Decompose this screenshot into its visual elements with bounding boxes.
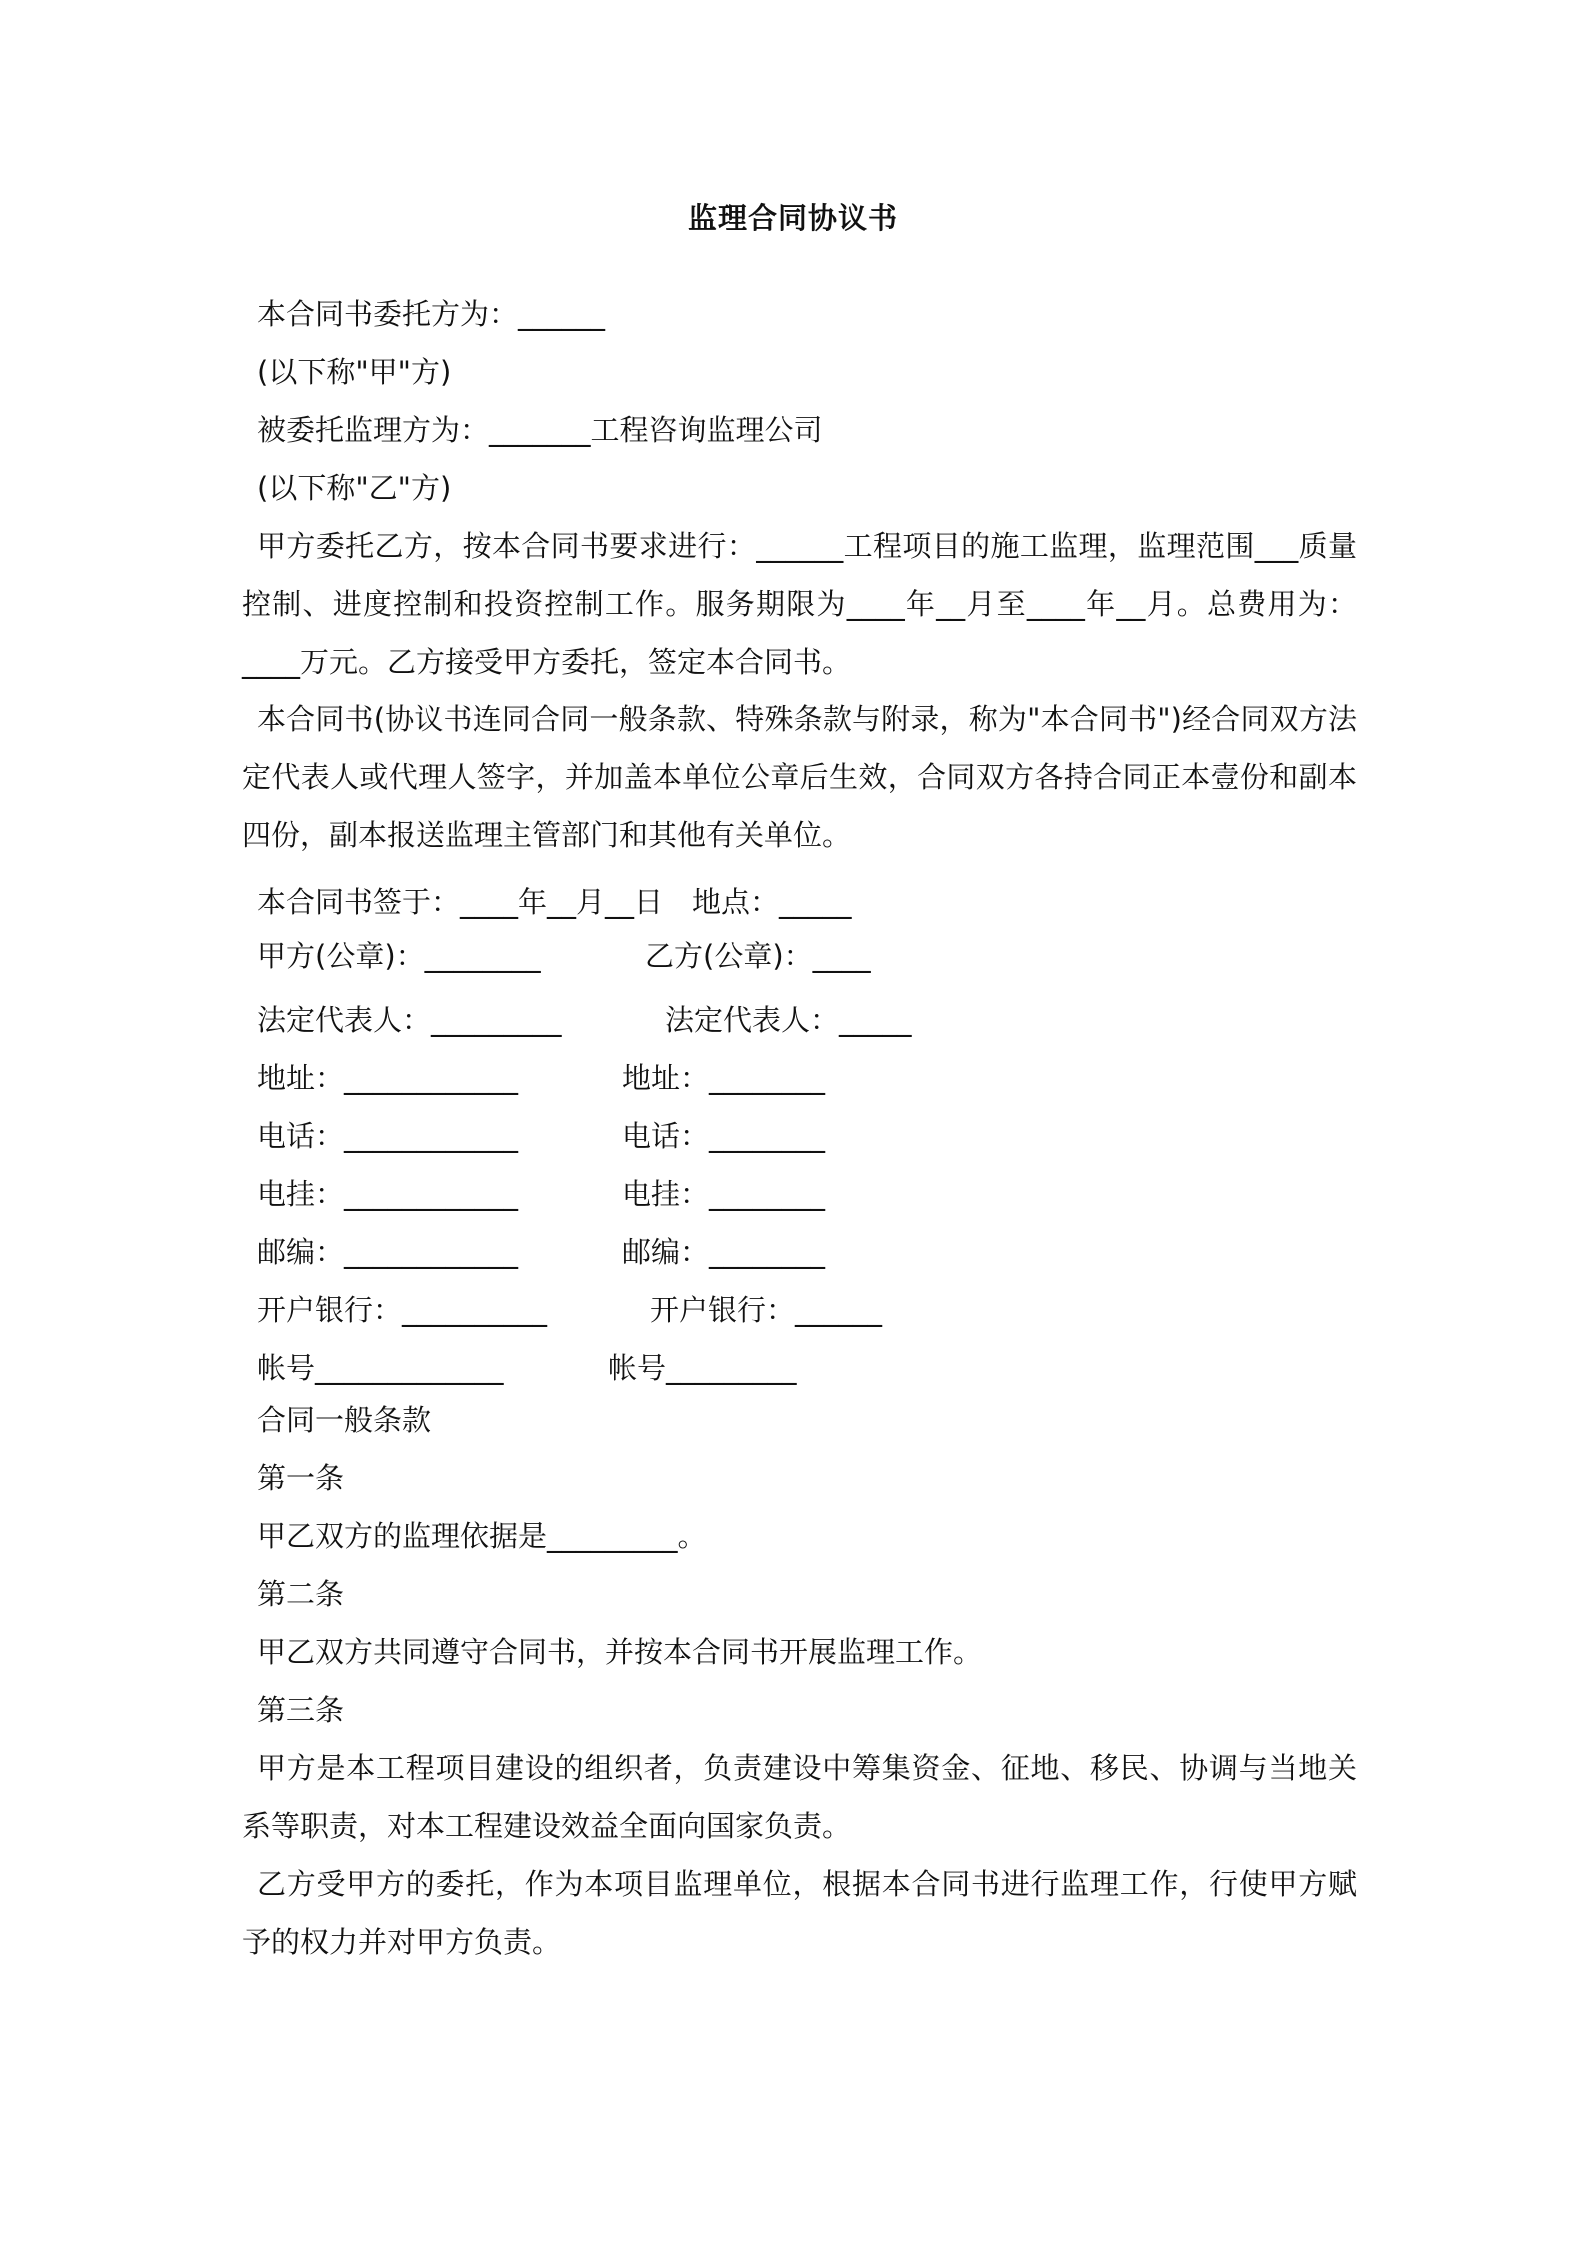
party-a-seal: 甲方(公章)：________ [257, 939, 541, 973]
party-b-address: 地址：________ [622, 1061, 826, 1095]
party-b-telegraph: 电挂：________ [622, 1177, 826, 1211]
party-b-account: 帐号_________ [608, 1351, 797, 1385]
article-3-paragraph-b: 乙方受甲方的委托，作为本项目监理单位，根据本合同书进行监理工作，行使甲方赋予的权力并对甲方负责。 [242, 1867, 1357, 1959]
document-title: 监理合同协议书 [687, 201, 898, 235]
party-a-telegraph: 电挂：____________ [257, 1177, 519, 1211]
validity-paragraph: 本合同书(协议书连同合同一般条款、特殊条款与附录，称为"本合同书")经合同双方法定代表人或代理人签字，并加盖本单位公章后生效，合同双方各持合同正本壹份和副本四份，副本报送监理主管部门和其他有关单位。 [242, 702, 1357, 852]
article-2-heading: 第二条 [257, 1577, 345, 1611]
general-terms-heading: 合同一般条款 [257, 1403, 432, 1437]
article-1-text: 甲乙双方的监理依据是_________。 [257, 1519, 707, 1553]
signing-date-place: 本合同书签于：____年__月__日 地点：_____ [257, 885, 852, 919]
contractor-alias-line: (以下称"乙"方) [257, 471, 452, 505]
client-line: 本合同书委托方为：______ [257, 297, 606, 331]
party-b-representative: 法定代表人：_____ [665, 1003, 912, 1037]
party-a-address: 地址：____________ [257, 1061, 519, 1095]
scope-paragraph: 甲方委托乙方，按本合同书要求进行：______工程项目的施工监理，监理范围___质量控制、进度控制和投资控制工作。服务期限为____年__月至____年__月。总费用为：____万元。乙方接受甲方委托，签定本合同书。 [242, 529, 1357, 679]
party-b-phone: 电话：________ [622, 1119, 826, 1153]
party-b-bank: 开户银行：______ [650, 1293, 883, 1327]
article-3-heading: 第三条 [257, 1693, 345, 1727]
party-a-bank: 开户银行：__________ [257, 1293, 548, 1327]
article-3-paragraph-a: 甲方是本工程项目建设的组织者，负责建设中筹集资金、征地、移民、协调与当地关系等职责，对本工程建设效益全面向国家负责。 [242, 1751, 1357, 1843]
party-a-account: 帐号_____________ [257, 1351, 504, 1385]
party-b-seal: 乙方(公章)：____ [645, 939, 871, 973]
party-a-representative: 法定代表人：_________ [257, 1003, 562, 1037]
client-alias-line: (以下称"甲"方) [257, 355, 452, 389]
party-a-phone: 电话：____________ [257, 1119, 519, 1153]
article-1-heading: 第一条 [257, 1461, 345, 1495]
party-a-postcode: 邮编：____________ [257, 1235, 519, 1269]
contractor-line: 被委托监理方为：_______工程咨询监理公司 [257, 413, 823, 447]
party-b-postcode: 邮编：________ [622, 1235, 826, 1269]
article-2-text: 甲乙双方共同遵守合同书，并按本合同书开展监理工作。 [257, 1635, 983, 1669]
